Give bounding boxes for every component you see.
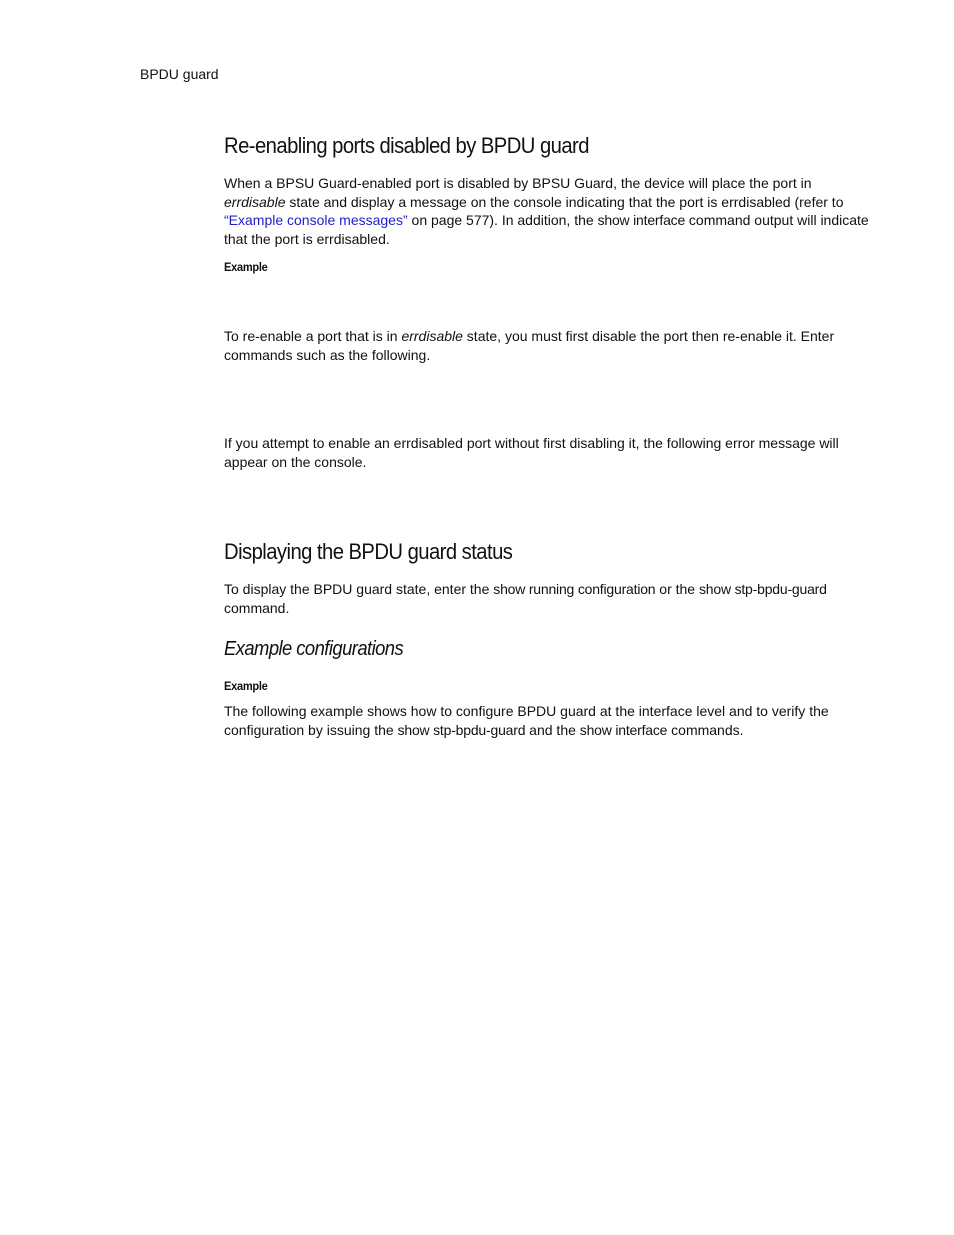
show-running-configuration-command: show running configuration [493, 581, 656, 597]
paragraph-display-state: To display the BPDU guard state, enter the show running configuration or the show stp-bpdu-guard command. [224, 581, 827, 616]
console-messages-link[interactable]: “Example console messages” [224, 212, 408, 228]
show-interface-command: show interface [579, 721, 668, 738]
errdisable-term: errdisable [401, 328, 463, 344]
errdisable-term: errdisable [224, 193, 286, 210]
paragraph-error-message: If you attempt to enable an errdisabled port without first disabling it, the following error message will appear on the console. [224, 435, 839, 470]
paragraph-errdisable-intro: When a BPSU Guard-enabled port is disabled by BPSU Guard, the device will place the port in errdisable state and display a message on the console indicating that the port is errdisabled (refer to “Example console messages” on page 577). In addition, the show interface command output will indicate that the port is errdisabled. [224, 175, 869, 247]
show-stp-bpdu-guard-command: show stp-bpdu-guard [397, 721, 526, 738]
example-label: Example [224, 260, 268, 274]
section-title-displaying-status: Displaying the BPDU guard status [224, 539, 513, 564]
section-title-reenabling: Re-enabling ports disabled by BPDU guard [224, 133, 589, 158]
show-stp-bpdu-guard-command: show stp-bpdu-guard [699, 581, 827, 597]
example-label: Example [224, 679, 268, 693]
running-header: BPDU guard [140, 66, 219, 82]
subsection-title-example-configurations: Example configurations [224, 638, 404, 660]
show-interface-command: show interface [597, 212, 686, 228]
paragraph-reenable-port: To re-enable a port that is in errdisable state, you must first disable the port then re-enable it. Enter commands such as the following. [224, 328, 835, 363]
paragraph-configure-example: The following example shows how to configure BPDU guard at the interface level and to verify the configuration by issuing the show stp-bpdu-guard and the show interface commands. [224, 703, 829, 738]
